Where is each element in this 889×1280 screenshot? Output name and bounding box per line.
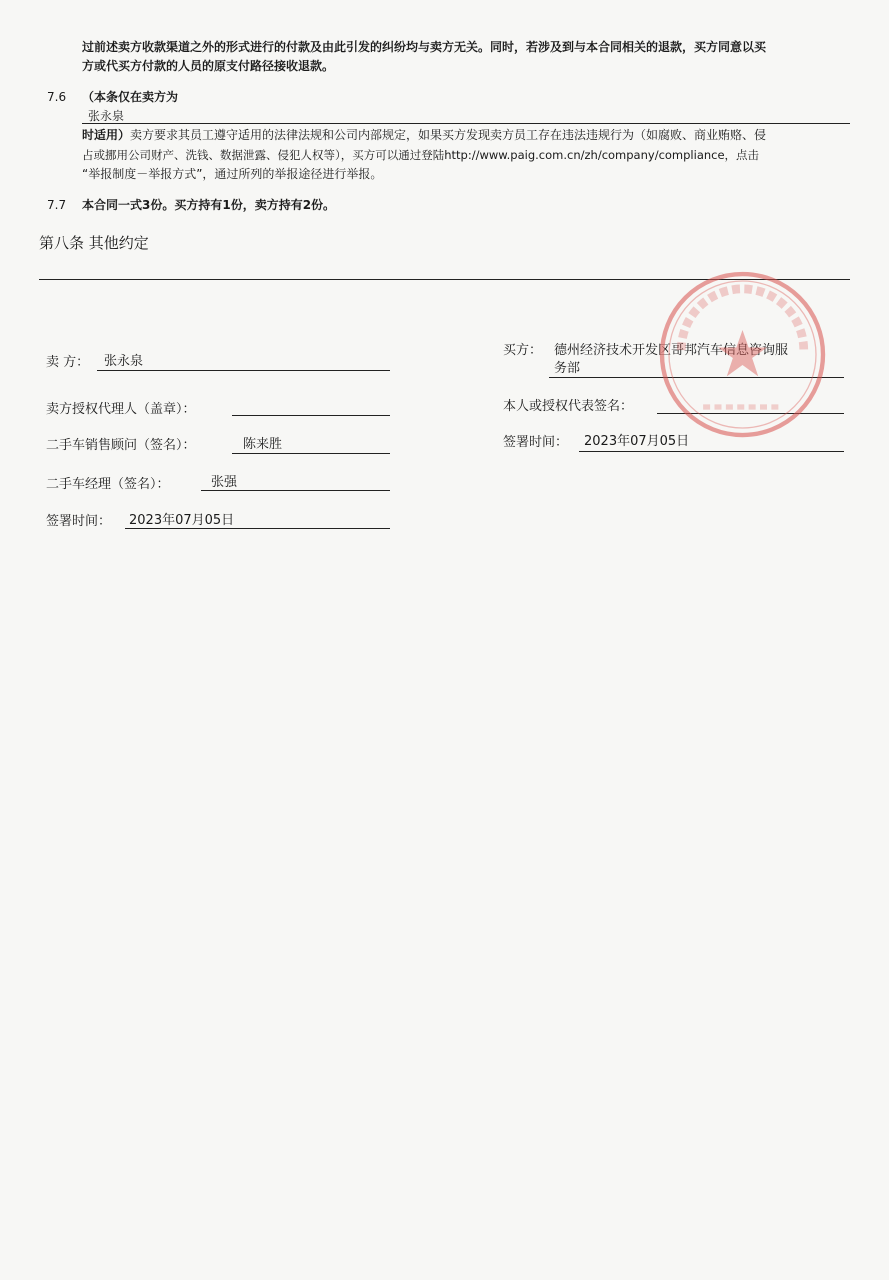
article-8-title: 第八条 其他约定: [39, 234, 149, 252]
clause-7-6-number: 7.6: [47, 90, 67, 104]
seller-manager-value: 张强: [211, 475, 238, 490]
buyer-date-label: 签署时间：: [503, 435, 569, 450]
clause-7-7-number: 7.7: [47, 198, 67, 212]
company-seal: [655, 267, 830, 442]
clause-7-6-fill-line: [82, 123, 850, 124]
clause-7-5-line2: 方或代买方付款的人员的原支付路径接收退款。: [82, 59, 335, 73]
buyer-date-line: [579, 451, 844, 452]
buyer-name-line2: 务部: [554, 361, 581, 376]
seller-date-line: [125, 528, 390, 529]
buyer-date-value: 2023年07月05日: [584, 434, 690, 449]
clause-7-6-line1-bold: 时适用）: [82, 128, 131, 142]
seller-manager-line: [201, 490, 390, 491]
clause-7-6-intro: （本条仅在卖方为: [82, 90, 179, 104]
seller-label: 卖 方：: [46, 355, 90, 370]
clause-7-6-line3: “举报制度－举报方式”，通过所列的举报途径进行举报。: [82, 167, 383, 181]
seller-agent-line: [232, 415, 390, 416]
clause-7-6-filled-name: 张永泉: [88, 109, 125, 123]
clause-7-6-line2: 占或挪用公司财产、洗钱、数据泄露、侵犯人权等），买方可以通过登陆http://www.paig.com.cn/zh/company/compliance，点击: [82, 148, 760, 162]
seller-name-line: [97, 370, 390, 371]
seller-advisor-label: 二手车销售顾问（签名）：: [46, 438, 196, 453]
seller-advisor-line: [232, 453, 390, 454]
buyer-name-line1: 德州经济技术开发区哥邦汽车信息咨询服: [554, 343, 789, 358]
buyer-label: 买方：: [503, 343, 543, 358]
clause-7-6-line1-rest: 卖方要求其员工遵守适用的法律法规和公司内部规定，如果买方发现卖方员工存在违法违规行为（如腐败、商业贿赂、侵: [130, 128, 767, 142]
seller-date-label: 签署时间：: [46, 514, 112, 529]
seller-manager-label: 二手车经理（签名）：: [46, 477, 170, 492]
seller-name: 张永泉: [104, 354, 144, 369]
seller-advisor-value: 陈来胜: [243, 437, 283, 452]
seller-date-value: 2023年07月05日: [129, 513, 235, 528]
clause-7-7-text: 本合同一式3份。买方持有1份，卖方持有2份。: [82, 198, 336, 212]
clause-7-6-line1: [82, 127, 766, 143]
buyer-signature-label: 本人或授权代表签名：: [503, 399, 634, 414]
seller-agent-label: 卖方授权代理人（盖章）：: [46, 402, 196, 417]
clause-7-5-line1: 过前述卖方收款渠道之外的形式进行的付款及由此引发的纠纷均与卖方无关。同时，若涉及到与本合同相关的退款，买方同意以买: [82, 40, 767, 54]
